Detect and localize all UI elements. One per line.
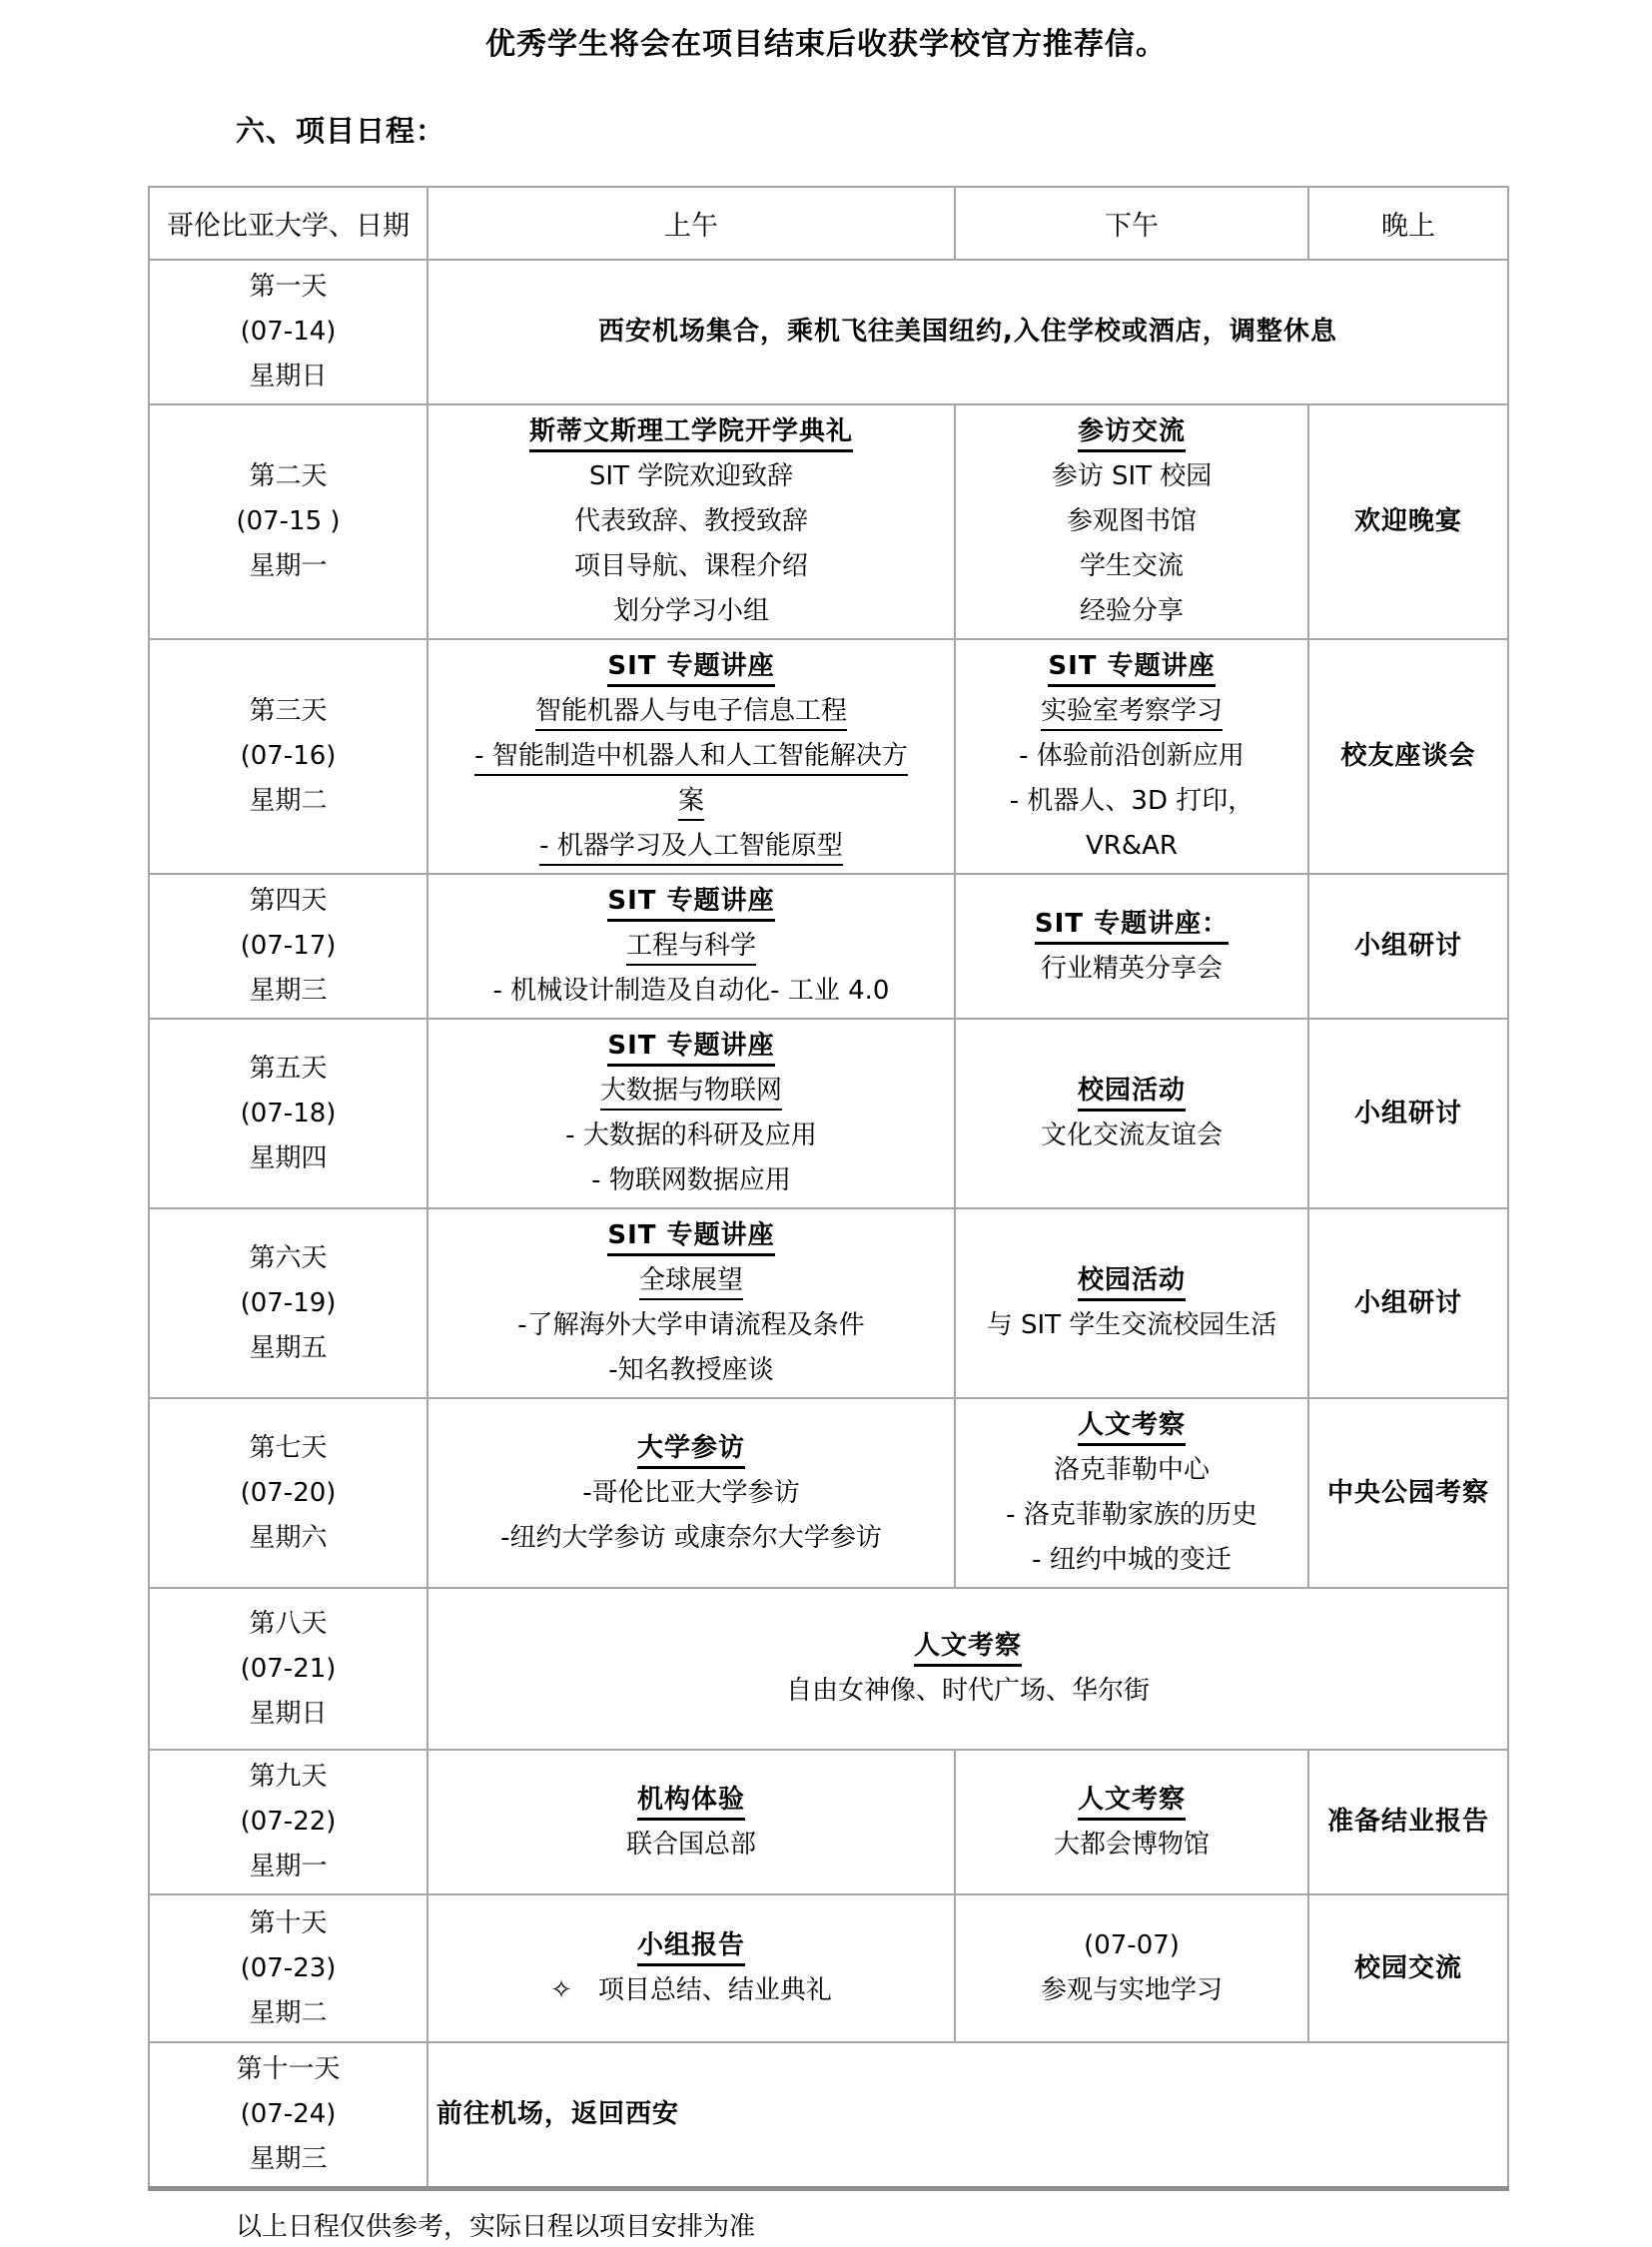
day-cell bbox=[149, 404, 427, 639]
text-line: 参观与实地学习 bbox=[1040, 1975, 1223, 2005]
text-line: 实验室考察学习 bbox=[964, 689, 1299, 734]
table-row bbox=[149, 1588, 1508, 1750]
text-line: VR&AR bbox=[1086, 831, 1178, 861]
text-line: 中央公园考察 bbox=[1326, 1477, 1489, 1508]
text-line: - 机器人、3D 打印， bbox=[1009, 786, 1254, 816]
text-line: 学生交流 bbox=[1079, 551, 1184, 581]
text-line: -哥伦比亚大学参访 bbox=[582, 1477, 800, 1508]
merged-activity-cell bbox=[427, 1588, 1508, 1750]
text-line: 全球展望 bbox=[436, 1258, 946, 1303]
morning-cell bbox=[427, 1208, 955, 1398]
text-line: 西安机场集合，乘机飞往美国纽约,入住学校或酒店，调整休息 bbox=[598, 317, 1337, 347]
header-cell-afternoon: 下午 bbox=[955, 187, 1308, 260]
text-line: 前往机场，返回西安 bbox=[436, 2099, 680, 2129]
day-line: 星期日 bbox=[249, 1698, 328, 1729]
day-line: (07-15 ) bbox=[236, 506, 341, 536]
text-line: 洛克菲勒中心 bbox=[1053, 1455, 1210, 1485]
day-line: (07-24) bbox=[240, 2099, 337, 2129]
top-note: 优秀学生将会在项目结束后收获学校官方推荐信。 bbox=[485, 27, 1167, 62]
day-line: 星期一 bbox=[249, 1852, 328, 1881]
text-line: 小组研讨 bbox=[1353, 1098, 1462, 1128]
table-row bbox=[149, 404, 1508, 639]
text-line: 行业精英分享会 bbox=[1040, 953, 1223, 984]
text-line: 人文考察 bbox=[436, 1624, 1499, 1669]
text-line: - 纽约中城的变迁 bbox=[1032, 1545, 1232, 1575]
afternoon-cell bbox=[955, 639, 1308, 874]
text-line: -纽约大学参访 或康奈尔大学参访 bbox=[500, 1522, 882, 1553]
afternoon-cell bbox=[955, 1894, 1308, 2042]
day-line: 第二天 bbox=[249, 461, 328, 491]
evening-cell bbox=[1308, 1750, 1508, 1894]
day-line: 星期二 bbox=[249, 786, 328, 816]
text-line: 与 SIT 学生交流校园生活 bbox=[986, 1310, 1277, 1340]
text-line: SIT 学院欢迎致辞 bbox=[588, 461, 794, 491]
table-row bbox=[149, 1019, 1508, 1208]
text-line: 参观图书馆 bbox=[1066, 506, 1197, 536]
morning-cell bbox=[427, 404, 955, 639]
day-line: (07-20) bbox=[240, 1477, 337, 1508]
text-line: 校园活动 bbox=[964, 1069, 1299, 1114]
text-line: - 体验前沿创新应用 bbox=[1019, 741, 1244, 771]
day-line: (07-16) bbox=[240, 741, 337, 771]
evening-cell bbox=[1308, 874, 1508, 1019]
text-line: -知名教授座谈 bbox=[608, 1355, 774, 1385]
day-cell bbox=[149, 1750, 427, 1894]
evening-cell bbox=[1308, 1894, 1508, 2042]
morning-cell bbox=[427, 1019, 955, 1208]
evening-cell bbox=[1308, 1398, 1508, 1588]
day-line: (07-14) bbox=[240, 317, 337, 347]
day-line: 第十一天 bbox=[236, 2054, 341, 2084]
text-line: 机构体验 bbox=[436, 1778, 946, 1823]
morning-cell bbox=[427, 639, 955, 874]
header-row bbox=[149, 187, 1508, 260]
text-line: 校友座谈会 bbox=[1340, 741, 1476, 771]
text-line: - 物联网数据应用 bbox=[591, 1165, 791, 1195]
morning-cell bbox=[427, 1750, 955, 1894]
day-line: 星期一 bbox=[249, 551, 328, 581]
header-cell-morning: 上午 bbox=[427, 187, 955, 260]
table-row bbox=[149, 1750, 1508, 1894]
text-line: - 洛克菲勒家族的历史 bbox=[1006, 1500, 1257, 1530]
day-line: 第五天 bbox=[249, 1053, 328, 1084]
day-cell bbox=[149, 1588, 427, 1750]
text-line: SIT 专题讲座 bbox=[436, 1024, 946, 1069]
table-row bbox=[149, 1398, 1508, 1588]
day-line: 第四天 bbox=[249, 886, 328, 916]
day-cell bbox=[149, 1398, 427, 1588]
text-line: 小组研讨 bbox=[1353, 1287, 1462, 1318]
afternoon-cell bbox=[955, 1019, 1308, 1208]
day-cell bbox=[149, 2042, 427, 2189]
evening-cell bbox=[1308, 404, 1508, 639]
text-line: 校园交流 bbox=[1353, 1952, 1462, 1983]
text-line: 工程与科学 bbox=[436, 924, 946, 969]
text-line: - 大数据的科研及应用 bbox=[565, 1121, 817, 1150]
text-line: 大数据与物联网 bbox=[436, 1069, 946, 1114]
day-line: (07-23) bbox=[240, 1952, 337, 1983]
table-row bbox=[149, 639, 1508, 874]
table-row bbox=[149, 260, 1508, 404]
text-line: 小组报告 bbox=[436, 1923, 946, 1968]
day-line: 第三天 bbox=[249, 696, 328, 726]
text-line: 划分学习小组 bbox=[612, 596, 769, 626]
afternoon-cell bbox=[955, 874, 1308, 1019]
afternoon-cell bbox=[955, 1208, 1308, 1398]
day-line: 第一天 bbox=[249, 272, 328, 302]
merged-activity-cell bbox=[427, 260, 1508, 404]
evening-cell bbox=[1308, 1208, 1508, 1398]
evening-cell bbox=[1308, 1019, 1508, 1208]
day-line: (07-17) bbox=[240, 931, 337, 961]
morning-cell bbox=[427, 874, 955, 1019]
text-line: SIT 专题讲座 bbox=[436, 1213, 946, 1258]
text-line: 准备结业报告 bbox=[1326, 1807, 1489, 1837]
merged-activity-cell bbox=[427, 2042, 1508, 2189]
text-line: - 机器学习及人工智能原型 bbox=[436, 824, 946, 869]
day-cell bbox=[149, 260, 427, 404]
text-line: (07-07) bbox=[1084, 1930, 1180, 1960]
day-line: 星期三 bbox=[249, 2144, 328, 2174]
evening-cell bbox=[1308, 639, 1508, 874]
text-line: - 机械设计制造及自动化- 工业 4.0 bbox=[492, 976, 890, 1006]
header-cell-evening: 晚上 bbox=[1308, 187, 1508, 260]
morning-cell bbox=[427, 1398, 955, 1588]
day-line: 星期二 bbox=[249, 1997, 328, 2028]
day-line: 第十天 bbox=[249, 1907, 328, 1938]
section-heading: 六、项目日程： bbox=[236, 114, 446, 148]
day-line: 第七天 bbox=[249, 1432, 328, 1463]
day-line: 星期五 bbox=[249, 1332, 328, 1363]
day-line: 星期六 bbox=[249, 1522, 328, 1553]
schedule-table bbox=[148, 186, 1509, 2191]
text-line: 大都会博物馆 bbox=[1053, 1829, 1210, 1860]
text-line: SIT 专题讲座 bbox=[436, 879, 946, 924]
afternoon-cell bbox=[955, 1750, 1308, 1894]
day-line: 星期四 bbox=[249, 1142, 328, 1173]
text-line: SIT 专题讲座 bbox=[436, 644, 946, 689]
text-line: 联合国总部 bbox=[625, 1829, 756, 1860]
text-line: -了解海外大学申请流程及条件 bbox=[517, 1310, 865, 1340]
text-line: 欢迎晚宴 bbox=[1353, 506, 1462, 536]
day-cell bbox=[149, 874, 427, 1019]
morning-cell bbox=[427, 1894, 955, 2042]
day-cell bbox=[149, 1019, 427, 1208]
day-cell bbox=[149, 1894, 427, 2042]
text-line: 人文考察 bbox=[964, 1403, 1299, 1448]
text-line: 参访 SIT 校园 bbox=[1051, 461, 1213, 491]
table-row bbox=[149, 1208, 1508, 1398]
day-line: (07-22) bbox=[240, 1807, 337, 1837]
text-line: 项目导航、课程介绍 bbox=[573, 551, 808, 581]
day-line: 星期三 bbox=[249, 976, 328, 1006]
text-line: ✧ 项目总结、结业典礼 bbox=[550, 1975, 832, 2005]
day-line: (07-18) bbox=[240, 1098, 337, 1128]
table-row bbox=[149, 1894, 1508, 2042]
text-line: SIT 专题讲座： bbox=[964, 902, 1299, 947]
footer-note: 以上日程仅供参考，实际日程以项目安排为准 bbox=[236, 2212, 756, 2241]
day-line: 第六天 bbox=[249, 1242, 328, 1273]
text-line: 文化交流友谊会 bbox=[1040, 1121, 1223, 1150]
afternoon-cell bbox=[955, 404, 1308, 639]
day-cell bbox=[149, 1208, 427, 1398]
day-cell bbox=[149, 639, 427, 874]
text-line: 参访交流 bbox=[964, 409, 1299, 454]
text-line: 经验分享 bbox=[1079, 596, 1184, 626]
day-line: 第九天 bbox=[249, 1762, 328, 1792]
day-line: 第八天 bbox=[249, 1608, 328, 1639]
table-row bbox=[149, 874, 1508, 1019]
text-line: 校园活动 bbox=[964, 1258, 1299, 1303]
text-line: 代表致辞、教授致辞 bbox=[573, 506, 808, 536]
afternoon-cell bbox=[955, 1398, 1308, 1588]
day-line: 星期日 bbox=[249, 362, 328, 391]
day-line: (07-19) bbox=[240, 1287, 337, 1318]
text-line: 大学参访 bbox=[436, 1426, 946, 1471]
text-line: 斯蒂文斯理工学院开学典礼 bbox=[436, 409, 946, 454]
text-line: SIT 专题讲座 bbox=[964, 644, 1299, 689]
text-line: - 智能制造中机器人和人工智能解决方 bbox=[436, 734, 946, 779]
text-line: 智能机器人与电子信息工程 bbox=[436, 689, 946, 734]
text-line: 人文考察 bbox=[964, 1778, 1299, 1823]
text-line: 自由女神像、时代广场、华尔街 bbox=[785, 1676, 1150, 1706]
text-line: 案 bbox=[436, 779, 946, 824]
table-row bbox=[149, 2042, 1508, 2189]
day-line: (07-21) bbox=[240, 1653, 337, 1684]
header-cell-date: 哥伦比亚大学、日期 bbox=[149, 187, 427, 260]
text-line: 小组研讨 bbox=[1353, 931, 1462, 961]
